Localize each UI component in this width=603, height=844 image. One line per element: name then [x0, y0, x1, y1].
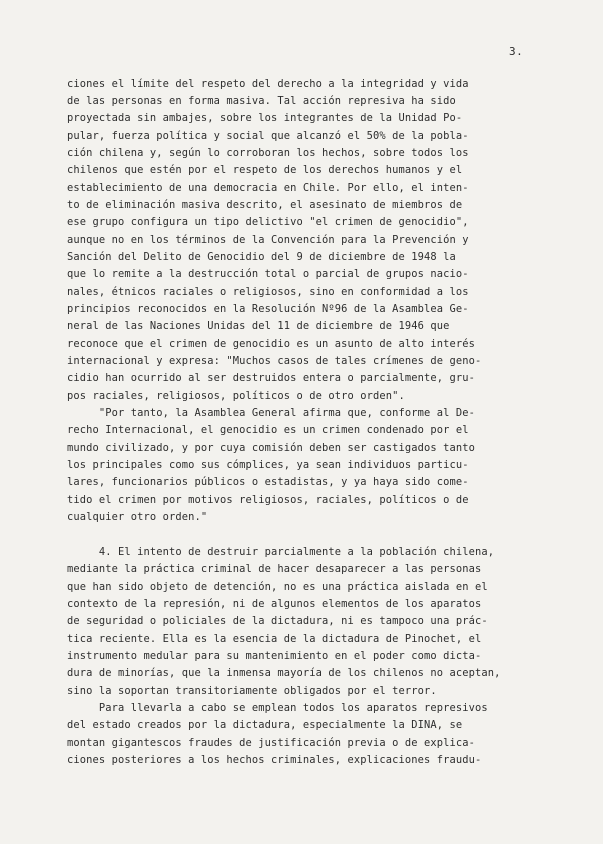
text-line: contexto de la represión, ni de algunos elementos de los aparatos [67, 598, 482, 610]
text-line: 4. El intento de destruir parcialmente a la población chilena, [67, 546, 495, 558]
text-line: ción chilena y, según lo corroboran los hechos, sobre todos los [67, 147, 469, 159]
text-line: cualquier otro orden." [67, 511, 208, 523]
text-line: principios reconocidos en la Resolución Nº96 de la Asamblea Ge- [67, 303, 469, 315]
text-line: de seguridad o policiales de la dictadura, ni es tampoco una prác- [67, 615, 488, 627]
text-line: chilenos que estén por el respeto de los derechos humanos y el [67, 164, 463, 176]
text-line: to de eliminación masiva descrito, el asesinato de miembros de [67, 199, 463, 211]
text-line: neral de las Naciones Unidas del 11 de diciembre de 1946 que [67, 320, 450, 332]
text-line: "Por tanto, la Asamblea General afirma que, conforme al De- [67, 407, 476, 419]
text-line: sino la soportan transitoriamente obligados por el terror. [67, 685, 437, 697]
text-line: ciones el límite del respeto del derecho a la integridad y vida [67, 78, 469, 90]
text-line: que han sido objeto de detención, no es una práctica aislada en el [67, 581, 488, 593]
text-line: ese grupo configura un tipo delictivo "el crimen de genocidio", [67, 216, 469, 228]
text-line: los principales como sus cómplices, ya sean individuos particu- [67, 459, 469, 471]
text-line: mediante la práctica criminal de hacer desaparecer a las personas [67, 563, 482, 575]
text-line: cidio han ocurrido al ser destruidos entera o parcialmente, gru- [67, 372, 476, 384]
text-line: internacional y expresa: "Muchos casos de tales crímenes de geno- [67, 355, 482, 367]
text-line: ciones posteriores a los hechos criminales, explicaciones fraudu- [67, 754, 482, 766]
text-line: mundo civilizado, y por cuya comisión deben ser castigados tanto [67, 442, 476, 454]
text-line: tido el crimen por motivos religiosos, raciales, políticos o de [67, 494, 469, 506]
text-line: aunque no en los términos de la Convención para la Prevención y [67, 234, 469, 246]
text-line: tica reciente. Ella es la esencia de la dictadura de Pinochet, el [67, 633, 482, 645]
text-line: pos raciales, religiosos, políticos o de otro orden". [67, 390, 405, 402]
text-line: recho Internacional, el genocidio es un crimen condenado por el [67, 424, 469, 436]
text-line: establecimiento de una democracia en Chile. Por ello, el inten- [67, 182, 469, 194]
text-line: Sanción del Delito de Genocidio del 9 de diciembre de 1948 la [67, 251, 456, 263]
text-line: dura de minorías, que la inmensa mayoría de los chilenos no aceptan, [67, 667, 501, 679]
text-line: nales, étnicos raciales o religiosos, sino en conformidad a los [67, 286, 469, 298]
text-line: proyectada sin ambajes, sobre los integrantes de la Unidad Po- [67, 112, 463, 124]
text-line: pular, fuerza política y social que alcanzó el 50% de la pobla- [67, 130, 469, 142]
text-line: lares, funcionarios públicos o estadistas, y ya haya sido come- [67, 476, 469, 488]
text-line: Para llevarla a cabo se emplean todos los aparatos represivos [67, 702, 488, 714]
page-number: 3. [509, 45, 524, 58]
text-line: instrumento medular para su mantenimiento en el poder como dicta- [67, 650, 482, 662]
text-line: que lo remite a la destrucción total o parcial de grupos nacio- [67, 268, 469, 280]
text-line: reconoce que el crimen de genocidio es un asunto de alto interés [67, 338, 476, 350]
text-line: montan gigantescos fraudes de justificación previa o de explica- [67, 737, 476, 749]
text-line: de las personas en forma masiva. Tal acción represiva ha sido [67, 95, 456, 107]
text-line: del estado creados por la dictadura, especialmente la DINA, se [67, 719, 463, 731]
